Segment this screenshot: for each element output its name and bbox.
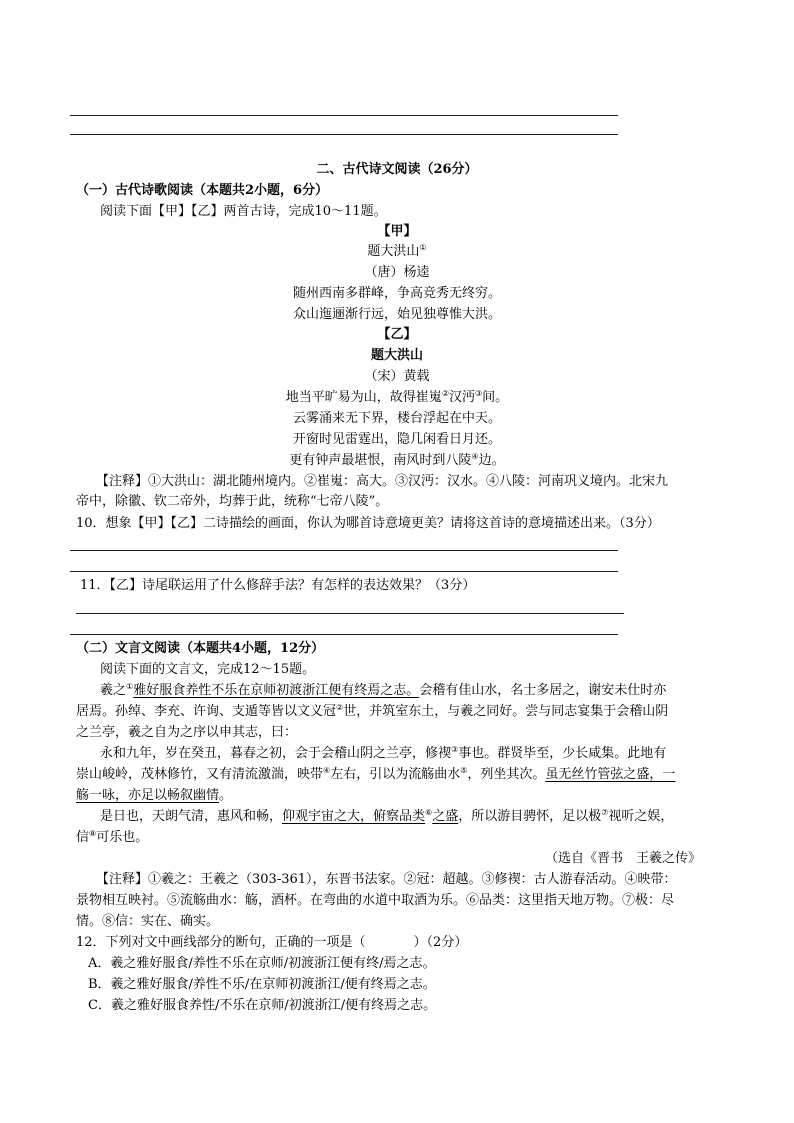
passage-paragraph-2: 崇山峻岭，茂林修竹，又有清流激湍，映带④左右，引以为流觞曲水⑤，列坐其次。虽无丝竹管弦之盛，一 <box>76 766 676 782</box>
part1-intro: 阅读下面【甲】【乙】两首古诗，完成10～11题。 <box>100 204 387 219</box>
poem-b-title: 题大洪山 <box>370 348 423 363</box>
answer-line <box>70 550 618 551</box>
passage-paragraph-3: 信⑧可乐也。 <box>76 829 149 845</box>
poem-b-line: 地当平旷易为山，故得崔嵬②汉沔③间。 <box>285 389 509 405</box>
underlined-sentence: 仰观宇宙之大，俯察品类 <box>282 809 426 824</box>
part2-notes: 【注释】①羲之：王羲之（303-361），东晋书法家。②冠：超越。③修禊：古人游春活动。④映带： <box>96 872 677 887</box>
underlined-sentence: 之盛 <box>432 809 459 824</box>
question-11: 11．【乙】诗尾联运用了什么修辞手法？有怎样的表达效果？（3分） <box>80 578 476 593</box>
answer-line <box>70 115 618 116</box>
poem-a-line: 众山迤逦渐行远，始见独尊惟大洪。 <box>292 307 501 322</box>
poem-a-author: （唐）杨逵 <box>364 265 430 280</box>
poem-a-mark: 【甲】 <box>377 224 417 239</box>
poem-b-line: 云雾涌来无下界，楼台浮起在中天。 <box>292 411 501 426</box>
passage-paragraph-1: 羲之①雅好服食养性不乐在京师初渡浙江便有终焉之志。会稽有佳山水，名士多居之，谢安未仕时亦 <box>100 682 667 698</box>
part2-notes: 情。⑧信：实在、确实。 <box>76 914 220 929</box>
poem-b-line: 更有钟声最堪恨，南风时到八陵④边。 <box>289 452 505 468</box>
answer-line <box>76 613 624 614</box>
answer-line <box>70 571 618 572</box>
passage-paragraph-1: 居焉。孙绰、李充、许询、支遁等皆以文义冠②世，并筑室东土，与羲之同好。尝与同志宴集于会稽山阴 <box>76 703 669 719</box>
option-b: B．羲之雅好服食/养性不乐/在京师初渡浙江/便有终焉之志。 <box>88 977 436 992</box>
underlined-sentence: 虽无丝竹管弦之盛，一 <box>545 767 676 782</box>
question-10: 10．想象【甲】【乙】二诗描绘的画面，你认为哪首诗意境更美？请将这首诗的意境描述出来。（3分） <box>76 516 660 531</box>
answer-line <box>70 134 618 135</box>
part1-notes: 【注释】①大洪山：湖北随州境内。②崔嵬：高大。③汉沔：汉水。④八陵：河南巩义境内。北宋九 <box>96 474 669 489</box>
underlined-sentence: 觞一咏，亦足以畅叙幽情 <box>76 788 220 803</box>
poem-b-author: （宋）黄载 <box>364 369 430 384</box>
passage-paragraph-1: 之兰亭，羲之自为之序以申其志，曰： <box>76 725 298 740</box>
part2-intro: 阅读下面的文言文，完成12～15题。 <box>100 662 316 677</box>
part1-notes: 帝中，除徽、钦二帝外，均葬于此，统称“七帝八陵”。 <box>76 494 389 509</box>
option-c: C．羲之雅好服食养性/不乐在京师/初渡浙江/便有终焉之志。 <box>88 998 437 1013</box>
passage-paragraph-2: 永和九年，岁在癸丑，暮春之初，会于会稽山阴之兰亭，修禊③事也。群贤毕至，少长咸集。此地有 <box>100 745 667 761</box>
passage-paragraph-2: 觞一咏，亦足以畅叙幽情。 <box>76 788 233 803</box>
part2-heading: （二）文言文阅读（本题共4小题，12分） <box>76 641 325 656</box>
part2-notes: 景物相互映衬。⑤流觞曲水：觞，酒杯。在弯曲的水道中取酒为乐。⑥品类：这里指天地万物。⑦极：尽 <box>76 893 675 908</box>
poem-b-mark: 【乙】 <box>377 327 417 342</box>
underlined-sentence: 雅好服食养性不乐在京师初渡浙江便有终焉之志。 <box>133 683 420 698</box>
option-a: A．羲之雅好服食/养性不乐在京师/初渡浙江便有终/焉之志。 <box>88 956 436 971</box>
poem-a-title: 题大洪山① <box>367 243 427 259</box>
question-12: 12．下列对文中画线部分的断句，正确的一项是（ ）（2分） <box>76 935 468 950</box>
answer-line <box>70 634 618 635</box>
poem-a-line: 随州西南多群峰，争高竞秀无终穷。 <box>292 286 501 301</box>
passage-source: （选自《晋书 王羲之传》 <box>545 851 702 866</box>
part1-heading: （一）古代诗歌阅读（本题共2小题，6分） <box>76 183 329 198</box>
section-title: 二、古代诗文阅读（26分） <box>316 162 478 177</box>
passage-paragraph-3: 是日也，天朗气清，惠风和畅，仰观宇宙之大，俯察品类⑥之盛，所以游目骋怀，足以极⑦视听之娱， <box>100 808 674 824</box>
poem-b-line: 开窗时见雷霆出，隐几闲看日月还。 <box>292 432 501 447</box>
